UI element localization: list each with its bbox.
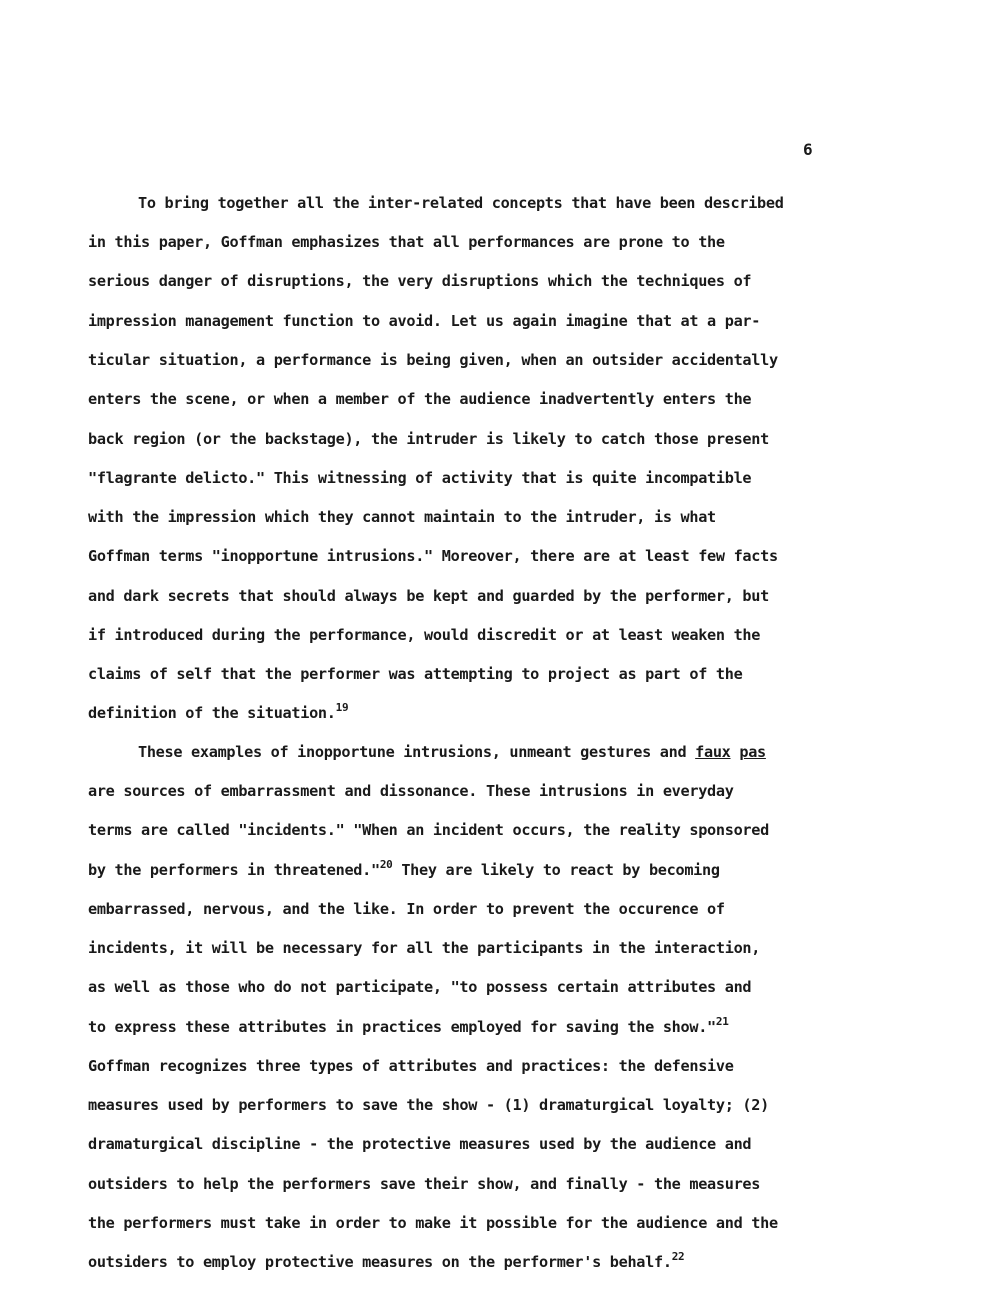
page-number: 6	[803, 140, 813, 159]
text-line: "flagrante delicto." This witnessing of activity that is quite incompatible	[88, 469, 752, 487]
text-line: embarrassed, nervous, and the like. In order to prevent the occurence of	[88, 900, 725, 918]
text-line: impression management function to avoid. Let us again imagine that at a par-	[88, 312, 761, 330]
text-line: serious danger of disruptions, the very disruptions which the techniques of	[88, 272, 752, 290]
text-line: Goffman terms "inopportune intrusions." Moreover, there are at least few facts	[88, 547, 778, 565]
footnote-ref: 22	[671, 1250, 685, 1263]
text-line: claims of self that the performer was attempting to project as part of the	[88, 665, 743, 683]
text-line: terms are called "incidents." "When an incident occurs, the reality sponsored	[88, 821, 769, 839]
text-span: definition of the situation.	[88, 704, 336, 722]
text-line	[88, 703, 348, 723]
text-line: and dark secrets that should always be kept and guarded by the performer, but	[88, 587, 769, 605]
text-line: if introduced during the performance, would discredit or at least weaken the	[88, 626, 761, 644]
text-line	[88, 1017, 729, 1037]
footnote-ref: 20	[379, 858, 393, 871]
text-line: Goffman recognizes three types of attributes and practices: the defensive	[88, 1057, 734, 1075]
emphasis-pas: pas	[739, 743, 766, 761]
text-line: dramaturgical discipline - the protective measures used by the audience and	[88, 1135, 752, 1153]
text-span: by the performers in threatened."	[88, 861, 380, 879]
text-line: with the impression which they cannot maintain to the intruder, is what	[88, 508, 716, 526]
text-line: enters the scene, or when a member of the audience inadvertently enters the	[88, 390, 752, 408]
text-line: back region (or the backstage), the intruder is likely to catch those present	[88, 430, 769, 448]
text-line: ticular situation, a performance is being given, when an outsider accidentally	[88, 351, 778, 369]
text-line	[88, 860, 720, 880]
text-line: To bring together all the inter-related concepts that have been described	[138, 194, 784, 212]
text-span: They are likely to react by becoming	[392, 861, 720, 879]
text-line: are sources of embarrassment and dissonance. These intrusions in everyday	[88, 782, 734, 800]
text-line	[138, 742, 766, 762]
text-line	[88, 1252, 684, 1272]
text-span: These examples of inopportune intrusions, unmeant gestures and	[138, 743, 696, 761]
text-line: incidents, it will be necessary for all the participants in the interaction,	[88, 939, 761, 957]
text-line: measures used by performers to save the show - (1) dramaturgical loyalty; (2)	[88, 1096, 769, 1114]
text-line: in this paper, Goffman emphasizes that all performances are prone to the	[88, 233, 725, 251]
footnote-ref: 19	[335, 701, 349, 714]
text-span: outsiders to employ protective measures on the performer's behalf.	[88, 1253, 672, 1271]
text-line: the performers must take in order to make it possible for the audience and the	[88, 1214, 778, 1232]
text-line: as well as those who do not participate, "to possess certain attributes and	[88, 978, 752, 996]
footnote-ref: 21	[715, 1015, 729, 1028]
emphasis-faux: faux	[695, 743, 731, 761]
text-line: outsiders to help the performers save their show, and finally - the measures	[88, 1175, 761, 1193]
text-span: to express these attributes in practices employed for saving the show."	[88, 1018, 716, 1036]
